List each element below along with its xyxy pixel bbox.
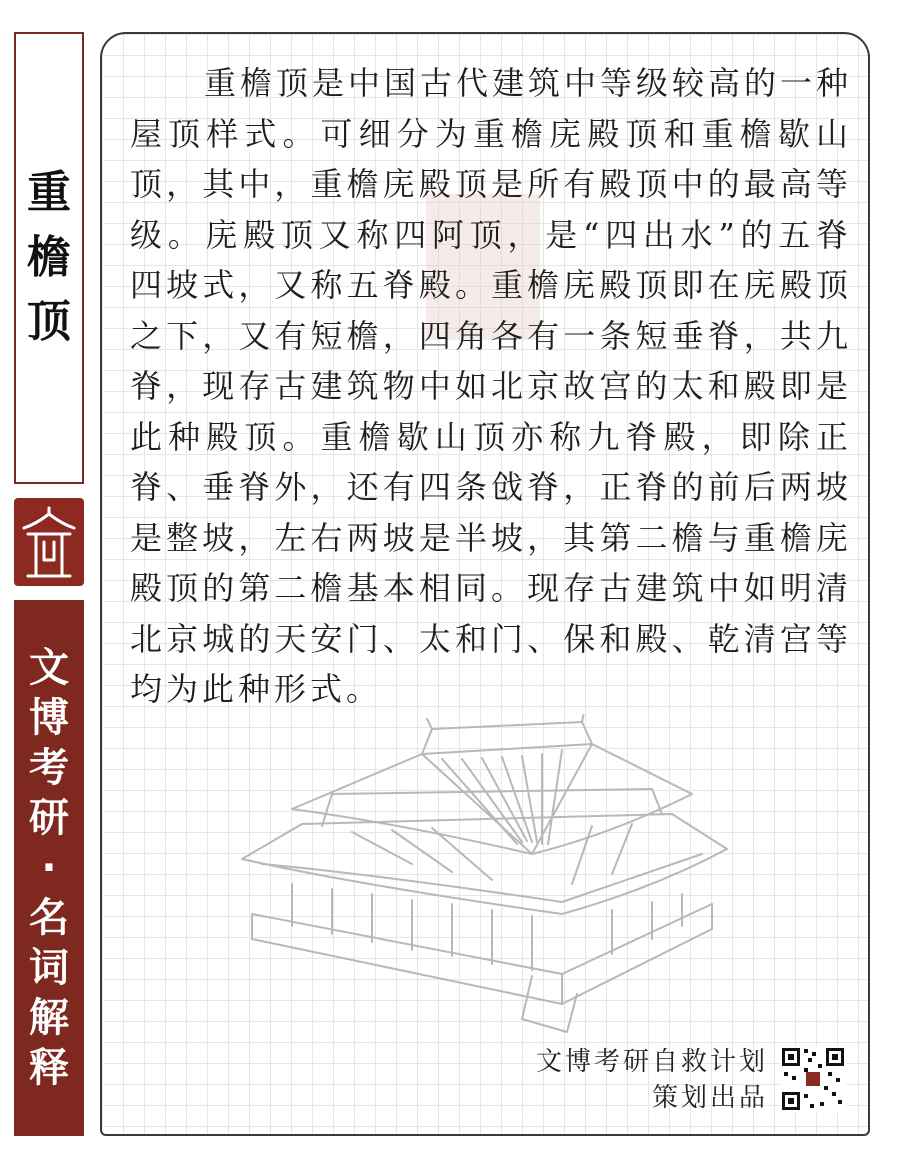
brand-char: 解	[29, 995, 69, 1041]
title-char: 檐	[27, 231, 71, 283]
brand-char: 考	[29, 745, 69, 791]
brand-char: 名	[29, 895, 69, 941]
brand-char: 博	[29, 695, 69, 741]
brand-char: 文	[29, 645, 69, 691]
title-char: 顶	[27, 296, 71, 348]
qr-code-icon[interactable]	[780, 1046, 846, 1112]
title-char: 重	[27, 166, 71, 218]
content-card	[100, 32, 870, 1136]
brand-char: ·	[41, 845, 57, 891]
credit-line-2: 策划出品	[651, 1083, 768, 1113]
brand-char: 词	[29, 945, 69, 991]
double-eave-roof-building-illustration	[232, 714, 732, 1044]
credit-block	[536, 1044, 768, 1116]
brand-char: 释	[29, 1045, 69, 1091]
title-panel	[14, 32, 84, 484]
brand-char: 研	[29, 795, 69, 841]
brand-panel	[14, 600, 84, 1136]
definition-text: 重檐顶是中国古代建筑中等级较高的一种屋顶样式。可细分为重檐庑殿顶和重檐歇山顶，其中，重檐庑殿顶是所有殿顶中的最高等级。庑殿顶又称四阿顶，是“四出水”的五脊四坡式，又称五脊殿。重檐庑殿顶即在庑殿顶之下，又有短檐，四角各有一条短垂脊，共九脊，现存古建筑物中如北京故宫的太和殿即是此种殿顶。重檐歇山顶亦称九脊殿，即除正脊、垂脊外，还有四条戗脊，正脊的前后两坡是整坡，左右两坡是半坡，其第二檐与重檐庑殿顶的第二檐基本相同。现存古建筑中如明清北京城的天安门、太和门、保和殿、乾清宫等均为此种形式。	[130, 64, 853, 708]
credit-line-1: 文博考研自救计划	[535, 1047, 768, 1077]
roof-seal-icon	[14, 498, 84, 586]
